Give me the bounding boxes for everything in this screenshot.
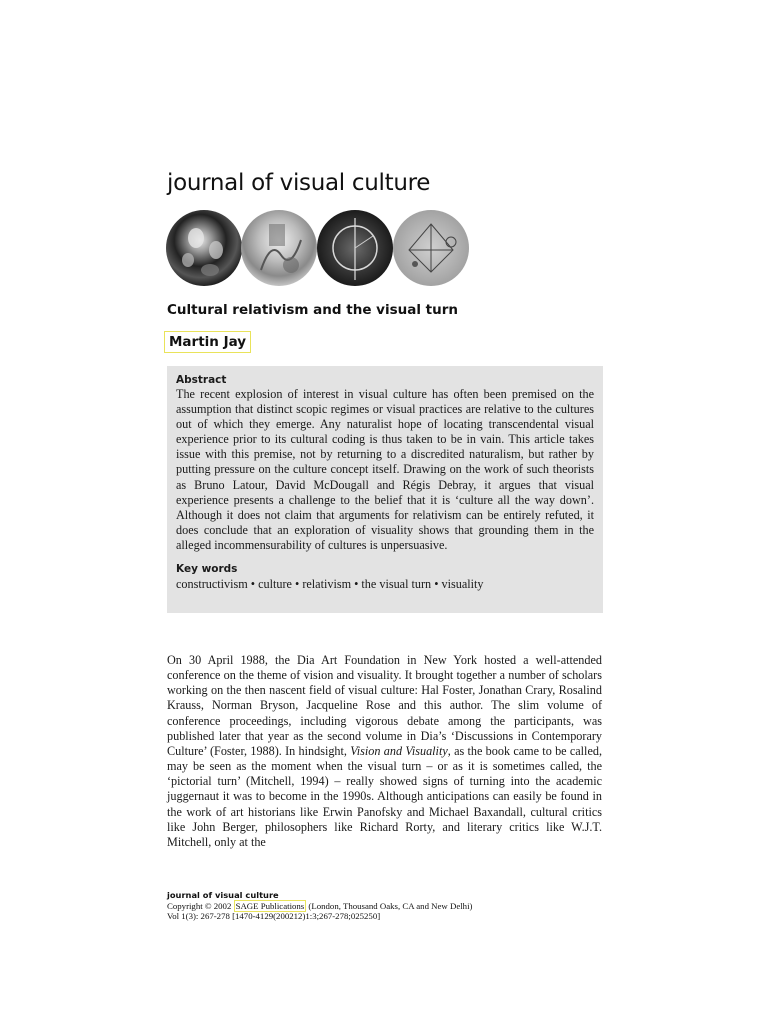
footer-volume: Vol 1(3): 267-278 [1470-4129(200212)1:3;267-278;025250] bbox=[167, 911, 381, 922]
body-text-part1: On 30 April 1988, the Dia Art Foundation in New York hosted a well-attended conference on the theme of vision and visuality. It brought together a number of scholars working on the then nascent field of visual culture: Hal Foster, Jonathan Crary, Rosalind Krauss, Norman Bryson, Jacqueline Rose and this author. The slim volume of conference proceedings, including vigorous debate among the participants, was published later that year as the second volume in Dia’s ‘Discussions in Contemporary Culture’ (Foster, 1988). In hindsight, bbox=[167, 653, 602, 758]
article-title: Cultural relativism and the visual turn bbox=[167, 302, 459, 318]
copyright-suffix: (London, Thousand Oaks, CA and New Delhi) bbox=[306, 900, 473, 911]
body-text-part2: , as the book came to be called, may be seen as the moment when the visual turn – or as it is sometimes called, the ‘pictorial turn’ (Mitchell, 1994) – really showed signs of turning into the academic juggernaut it was to become in the 1990s. Although anticipations can easily be found in the work of art historians like Erwin Panofsky and Michael Baxandall, cultural critics like John Berger, philosophers like Richard Rorty, and literary critics like W.J.T. Mitchell, only at the bbox=[167, 743, 602, 849]
body-paragraph bbox=[167, 653, 602, 850]
journal-logo-images bbox=[166, 210, 470, 288]
author-name[interactable]: Martin Jay bbox=[164, 331, 251, 353]
footer-journal-name: journal of visual culture bbox=[167, 890, 279, 900]
footer bbox=[167, 890, 472, 922]
abstract-heading: Abstract bbox=[176, 374, 227, 386]
keywords-text: constructivism • culture • relativism • the visual turn • visuality bbox=[176, 577, 484, 592]
book-title-italic: Vision and Visuality bbox=[350, 743, 448, 758]
footer-copyright bbox=[167, 901, 472, 912]
logo-image-diagram bbox=[393, 210, 469, 286]
journal-title: journal of visual culture bbox=[167, 170, 431, 196]
publisher-link[interactable]: SAGE Publications bbox=[235, 900, 305, 911]
abstract-box bbox=[167, 366, 603, 613]
copyright-prefix: Copyright © 2002 bbox=[167, 900, 234, 911]
keywords-heading: Key words bbox=[176, 563, 238, 576]
logo-image-illustration bbox=[241, 210, 317, 286]
abstract-text: The recent explosion of interest in visual culture has often been premised on the assumption that distinct scopic regimes or visual practices are relative to the cultures out of which they emerge. Any naturalist hope of locating transcendental visual experience prior to its cultural coding is thus taken to be in vain. This article takes issue with this premise, not by returning to a discredited naturalism, but rather by putting pressure on the culture concept itself. Drawing on the work of such theorists as Bruno Latour, David McDougall and Régis Debray, it argues that visual experience presents a challenge to the belief that it is ‘culture all the way down’. Although it does not claim that arguments for relativism can be entirely refuted, it does conclude that an exploration of visuality shows that grounding them in the alleged incommensurability of cultures is unpersuasive. bbox=[176, 387, 594, 552]
logo-image-crowd bbox=[166, 210, 242, 286]
logo-image-dial bbox=[317, 210, 393, 286]
